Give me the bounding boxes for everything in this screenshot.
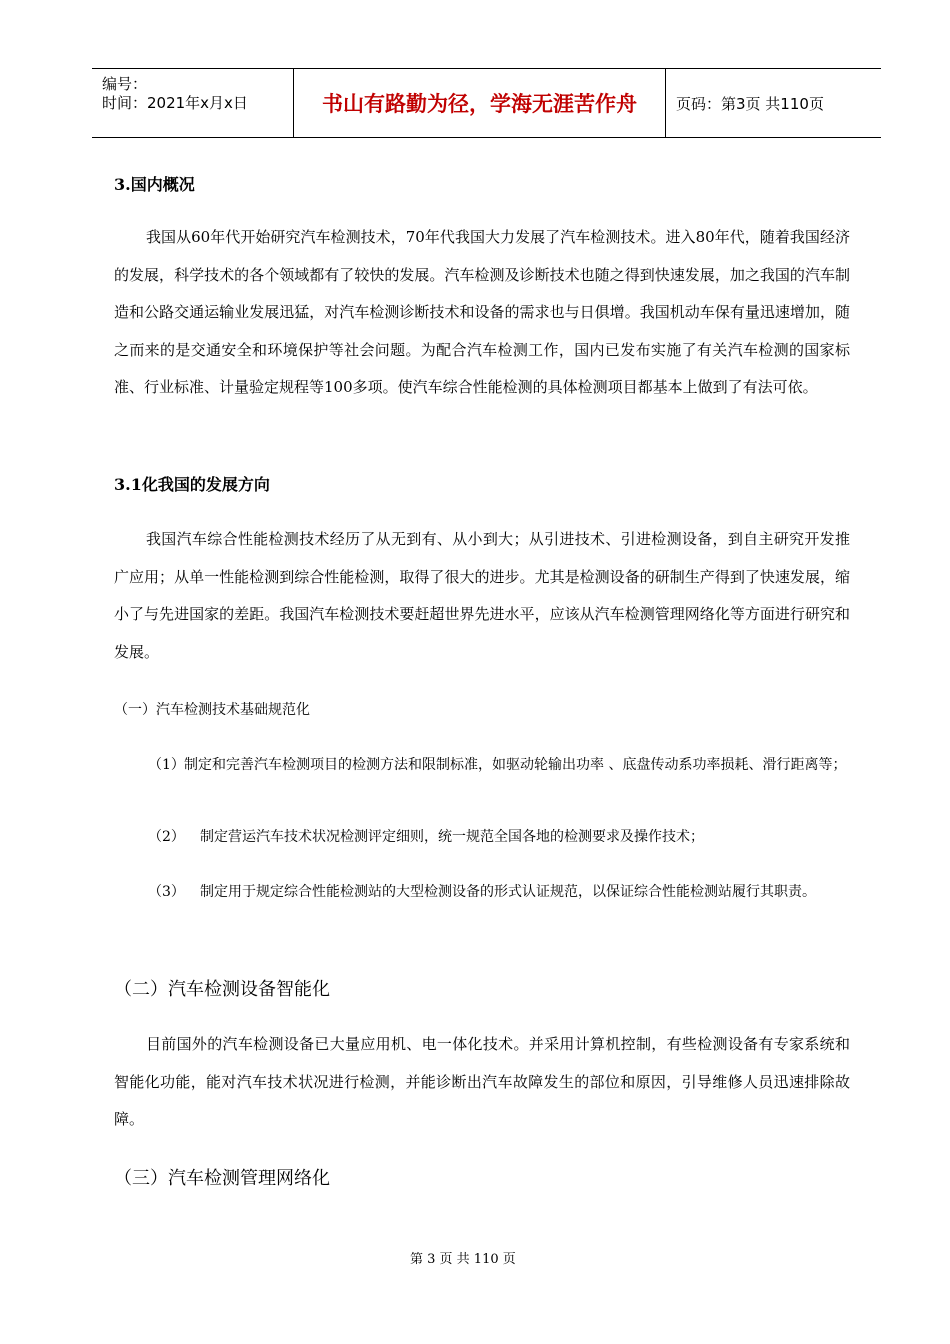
list-item <box>148 879 854 912</box>
list-item-number: （1） <box>148 757 185 773</box>
section-3-title: 3.国内概况 <box>114 175 195 194</box>
list-item-text: 制定用于规定综合性能检测站的大型检测设备的形式认证规范，以保证综合性能检测站履行其职责。 <box>200 884 816 900</box>
subsection-2-paragraph: 目前国外的汽车检测设备已大量应用机、电一体化技术。并采用计算机控制，有些检测设备有专家系统和智能化功能，能对汽车技术状况进行检测，并能诊断出汽车故障发生的部位和原因，引导维修人员迅速排除故障。 <box>114 1035 850 1129</box>
header-page-number: 页码：第3页 共110页 <box>676 94 824 113</box>
subsection-1-title: （一）汽车检测技术基础规范化 <box>114 702 310 718</box>
list-item-number: （3） <box>148 884 185 900</box>
page-footer: 第 3 页 共 110 页 <box>410 1252 516 1267</box>
header-meta <box>92 69 293 137</box>
section-3-1-paragraph: 我国汽车综合性能检测技术经历了从无到有、从小到大；从引进技术、引进检测设备，到自主研究开发推广应用；从单一性能检测到综合性能检测，取得了很大的进步。尤其是检测设备的研制生产得到了快速发展，缩小了与先进国家的差距。我国汽车检测技术要赶超世界先进水平，应该从汽车检测管理网络化等方面进行研究和发展。 <box>114 530 850 661</box>
section-3-paragraph: 我国从60年代开始研究汽车检测技术，70年代我国大力发展了汽车检测技术。进入80年代，随着我国经济的发展，科学技术的各个领域都有了较快的发展。汽车检测及诊断技术也随之得到快速发展，加之我国的汽车制造和公路交通运输业发展迅猛，对汽车检测诊断技术和设备的需求也与日俱增。我国机动车保有量迅速增加，随之而来的是交通安全和环境保护等社会问题。为配合汽车检测工作，国内已发布实施了有关汽车检测的国家标准、行业标准、计量验定规程等100多项。使汽车综合性能检测的具体检测项目都基本上做到了有法可依。 <box>114 228 850 397</box>
section-3-1-title: 3.1化我国的发展方向 <box>114 475 270 494</box>
list-item <box>148 752 868 778</box>
list-item-text: 制定和完善汽车检测项目的检测方法和限制标准，如驱动轮输出功率 、底盘传动系功率损耗、滑行距离等； <box>184 757 847 773</box>
time-label: 时间：2021年x月x日 <box>102 94 248 112</box>
page-header <box>92 68 881 138</box>
subsection-3-title: （三）汽车检测管理网络化 <box>114 1168 330 1189</box>
header-motto: 书山有路勤为径，学海无涯苦作舟 <box>293 69 666 137</box>
list-item-text: 制定营运汽车技术状况检测评定细则，统一规范全国各地的检测要求及操作技术； <box>200 829 704 845</box>
code-label: 编号： <box>102 75 148 93</box>
list-item-number: （2） <box>148 829 185 845</box>
list-item <box>148 824 868 850</box>
subsection-2-title: （二）汽车检测设备智能化 <box>114 979 330 1000</box>
